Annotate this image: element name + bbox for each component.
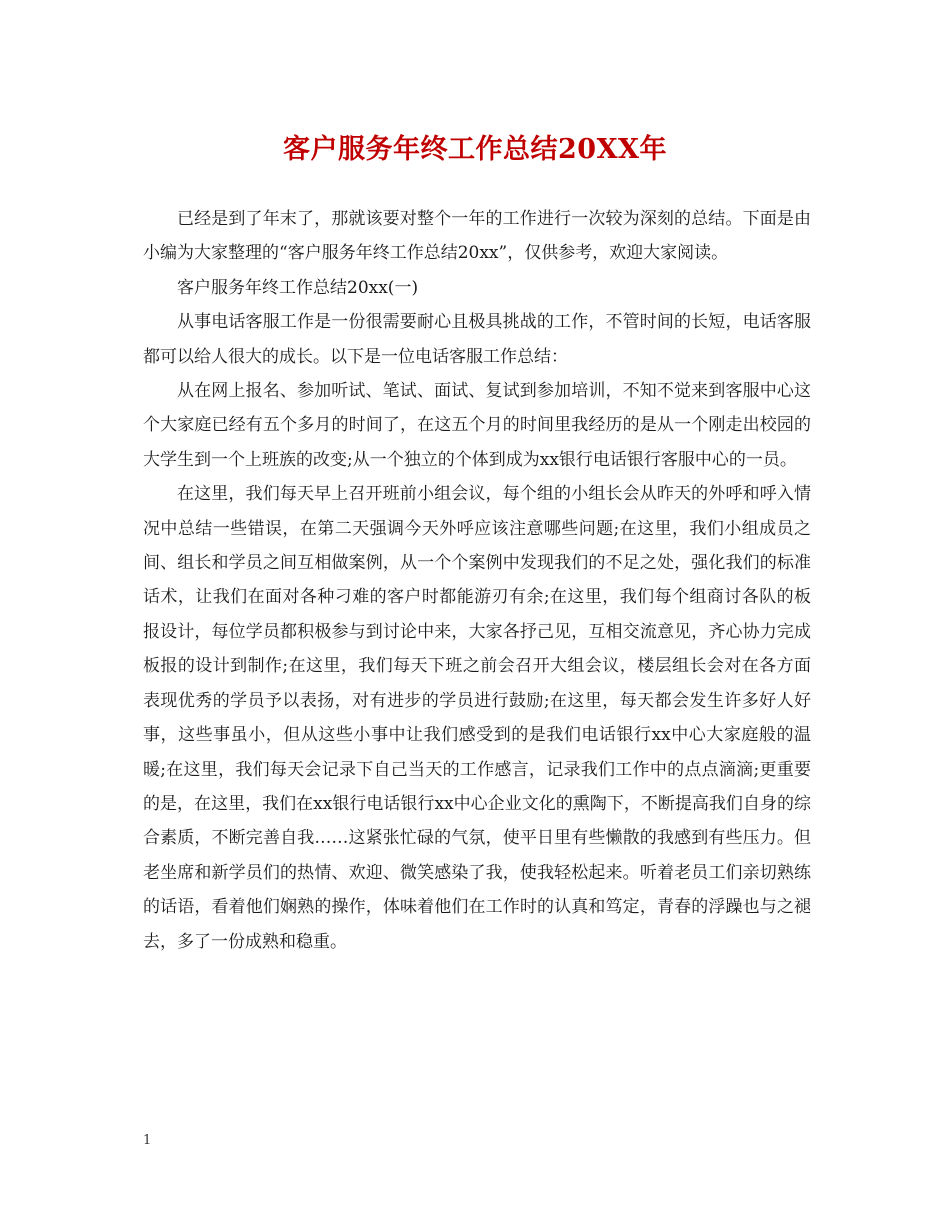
paragraph-section-heading: 客户服务年终工作总结20xx(一) bbox=[177, 277, 419, 298]
paragraph-intro: 已经是到了年末了，那就该要对整个一年的工作进行一次较为深刻的总结。下面是由小编为大家整理的“客户服务年终工作总结20xx”，仅供参考，欢迎大家阅读。 bbox=[143, 209, 811, 264]
paragraph-daily-work: 在这里，我们每天早上召开班前小组会议，每个组的小组长会从昨天的外呼和呼入情况中总结一些错误，在第二天强调今天外呼应该注意哪些问题;在这里，我们小组成员之间、组长和学员之间互相做案例，从一个个案例中发现我们的不足之处，强化我们的标准话术，让我们在面对各种刁难的客户时都能游刃有余;在这里，我们每个组商讨各队的板报设计，每位学员都积极参与到讨论中来，大家各抒己见，互相交流意见，齐心协力完成板报的设计到制作;在这里，我们每天下班之前会召开大组会议，楼层组长会对在各方面表现优秀的学员予以表扬，对有进步的学员进行鼓励;在这里，每天都会发生许多好人好事，这些事虽小，但从这些小事中让我们感受到的是我们电话银行xx中心大家庭般的温暖;在这里，我们每天会记录下自己当天的工作感言，记录我们工作中的点点滴滴;更重要的是，在这里，我们在xx银行电话银行xx中心企业文化的熏陶下，不断提高我们自身的综合素质，不断完善自我……这紧张忙碌的气氛，使平日里有些懒散的我感到有些压力。但老坐席和新学员们的热情、欢迎、微笑感染了我，使我轻松起来。听着老员工们亲切熟练的话语，看着他们娴熟的操作，体味着他们在工作时的认真和笃定，青春的浮躁也与之褪去，多了一份成熟和稳重。 bbox=[143, 484, 811, 952]
page-number: 1 bbox=[143, 1133, 152, 1148]
document-title: 客户服务年终工作总结20XX年 bbox=[283, 134, 667, 165]
paragraph-overview: 从事电话客服工作是一份很需要耐心且极具挑战的工作，不管时间的长短，电话客服都可以给人很大的成长。以下是一位电话客服工作总结： bbox=[143, 312, 811, 367]
paragraph-experience: 从在网上报名、参加听试、笔试、面试、复试到参加培训，不知不觉来到客服中心这个大家庭已经有五个多月的时间了，在这五个月的时间里我经历的是从一个刚走出校园的大学生到一个上班族的改变;从一个独立的个体到成为xx银行电话银行客服中心的一员。 bbox=[143, 381, 811, 470]
document-body bbox=[143, 202, 811, 959]
